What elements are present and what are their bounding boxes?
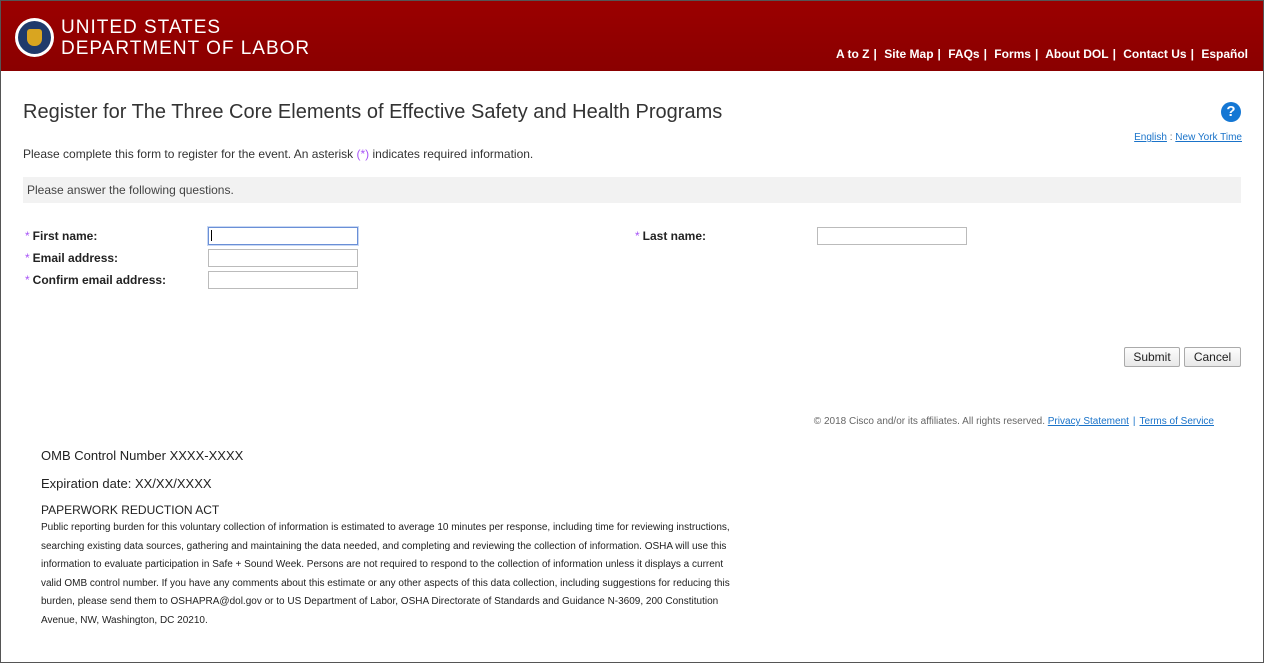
nav-faqs[interactable]: FAQs: [948, 47, 980, 61]
nav-separator: |: [1034, 47, 1039, 61]
nav-separator: |: [1190, 47, 1194, 61]
required-asterisk: *: [25, 273, 30, 287]
brand-title[interactable]: [61, 17, 310, 59]
submit-button[interactable]: Submit: [1124, 347, 1180, 367]
page-title: Register for The Three Core Elements of Effective Safety and Health Programs: [23, 101, 723, 123]
nav-site-map[interactable]: Site Map: [884, 47, 934, 61]
paperwork-act-title: PAPERWORK REDUCTION ACT: [41, 503, 220, 517]
email-label-text: Email address:: [32, 251, 119, 265]
nav-separator: |: [873, 47, 877, 61]
legal-footer: [814, 416, 1214, 427]
nav-separator: |: [983, 47, 987, 61]
required-asterisk: *: [25, 251, 30, 265]
first-name-label: [25, 229, 97, 243]
site-header: [1, 1, 1263, 71]
paragraph-line: information to evaluate participation in Safe + Sound Week. Persons are not required to respond to the collection of information unless it displays a current: [41, 559, 724, 570]
seal-inner: [18, 21, 51, 54]
text-caret: [211, 230, 212, 241]
dol-seal-logo[interactable]: [15, 18, 54, 57]
confirm-email-label: [25, 273, 166, 287]
required-asterisk: *: [635, 229, 640, 243]
legal-separator: |: [1132, 416, 1136, 427]
paragraph-line: Avenue, NW, Washington, DC 20210.: [41, 614, 208, 626]
nav-separator: |: [937, 47, 941, 61]
cancel-button[interactable]: Cancel: [1184, 347, 1241, 367]
nav-forms[interactable]: Forms: [994, 47, 1031, 61]
paragraph-line: Public reporting burden for this voluntary collection of information is estimated to average 10 minutes per response, including time for reviewing instructions,: [41, 522, 730, 533]
eagle-shield-icon: [27, 29, 42, 46]
nav-about-dol[interactable]: About DOL: [1045, 47, 1109, 61]
nav-contact-us[interactable]: Contact Us: [1123, 47, 1187, 61]
questions-bar: Please answer the following questions.: [23, 177, 1241, 203]
paragraph-line: valid OMB control number. If you have any comments about this estimate or any other aspects of this data collection, including suggestions for reducing this: [41, 577, 730, 589]
last-name-label-text: Last name:: [642, 229, 707, 243]
intro-before: Please complete this form to register for the event. An asterisk: [23, 147, 357, 161]
omb-control-number: OMB Control Number XXXX-XXXX: [41, 448, 244, 463]
nav-espanol[interactable]: Español: [1201, 47, 1248, 61]
help-icon[interactable]: ?: [1221, 102, 1241, 122]
language-link[interactable]: English: [1134, 132, 1167, 143]
first-name-input[interactable]: [208, 227, 358, 245]
copyright-text: © 2018 Cisco and/or its affiliates. All rights reserved.: [813, 416, 1045, 427]
top-nav: [836, 47, 1248, 61]
confirm-email-input[interactable]: [208, 271, 358, 289]
brand-line-2: DEPARTMENT OF LABOR: [61, 38, 311, 59]
required-asterisk: *: [25, 229, 30, 243]
confirm-email-label-text: Confirm email address:: [32, 273, 167, 287]
paragraph-line: searching existing data sources, gathering and maintaining the data needed, and completing and reviewing the collection of information. OSHA will use this: [41, 540, 727, 552]
nav-separator: |: [1112, 47, 1116, 61]
intro-after: indicates required information.: [369, 147, 534, 161]
email-input[interactable]: [208, 249, 358, 267]
first-name-label-text: First name:: [32, 229, 98, 243]
expiration-date: Expiration date: XX/XX/XXXX: [41, 476, 212, 491]
locale-links: [1134, 132, 1242, 143]
paperwork-paragraph: [41, 519, 806, 630]
email-label: [25, 251, 118, 265]
privacy-statement-link[interactable]: Privacy Statement: [1047, 416, 1129, 427]
brand-line-1: UNITED STATES: [61, 17, 222, 38]
terms-of-service-link[interactable]: Terms of Service: [1139, 416, 1214, 427]
intro-asterisk: (*): [356, 147, 370, 161]
last-name-input[interactable]: [817, 227, 967, 245]
locale-separator: :: [1169, 132, 1173, 143]
timezone-link[interactable]: New York Time: [1175, 132, 1242, 143]
nav-a-to-z[interactable]: A to Z: [835, 47, 870, 61]
intro-text: [23, 147, 533, 161]
last-name-label: [635, 229, 706, 243]
paragraph-line: burden, please send them to OSHAPRA@dol.gov or to US Department of Labor, OSHA Directorate of Standards and Guidance N-3609, 200 Constitution: [41, 596, 719, 607]
